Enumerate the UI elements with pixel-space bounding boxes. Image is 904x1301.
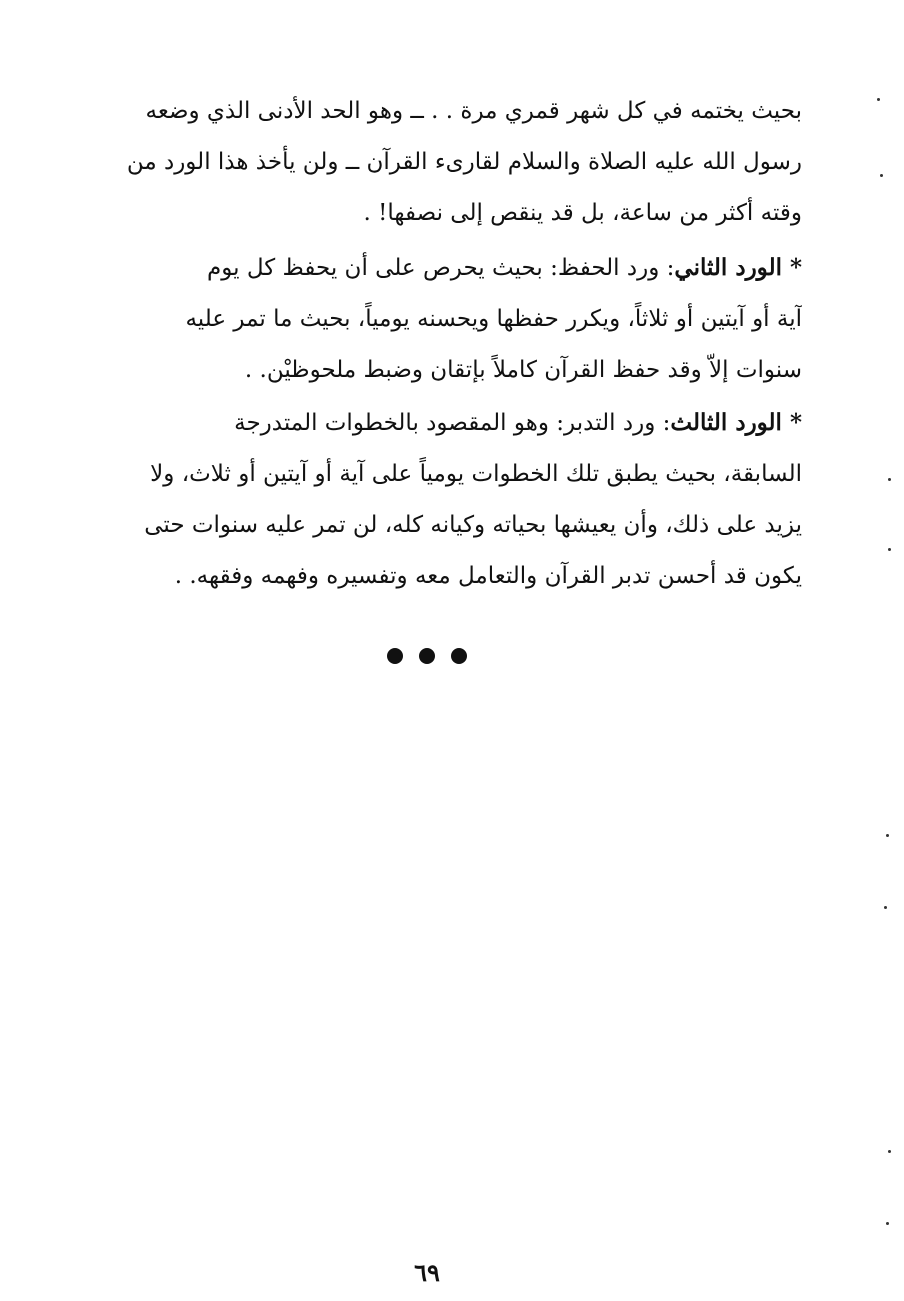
- scan-speck: [877, 98, 880, 101]
- text-line: [46, 397, 802, 449]
- text-run: : ورد التدبر: وهو المقصود بالخطوات المتدرجة: [234, 410, 671, 436]
- scan-speck: [886, 834, 889, 837]
- text-line: السابقة، بحيث يطبق تلك الخطوات يومياً على آية أو آيتين أو ثلاث، ولا: [150, 461, 802, 487]
- text-line: [46, 242, 802, 294]
- separator-dot: [419, 648, 435, 664]
- text-line: يكون قد أحسن تدبر القرآن والتعامل معه وتفسيره وفهمه وفقهه. .: [174, 563, 802, 589]
- paragraph-memorization-wird: [46, 242, 802, 396]
- text-line: آية أو آيتين أو ثلاثاً، ويكرر حفظها ويحسنه يومياً، بحيث ما تمر عليه: [185, 306, 802, 332]
- text-line: يزيد على ذلك، وأن يعيشها بحياته وكيانه كله، لن تمر عليه سنوات حتى: [144, 512, 802, 538]
- scan-speck: [888, 1150, 891, 1153]
- section-separator: [0, 645, 854, 665]
- text-line: سنوات إلاّ وقد حفظ القرآن كاملاً بإتقان وضبط ملحوظيْن. .: [244, 357, 802, 383]
- scan-speck: [886, 1222, 889, 1225]
- page-number: ٦٩: [414, 1258, 440, 1287]
- text-run: : ورد الحفظ: بحيث يحرص على أن يحفظ كل يوم: [207, 255, 675, 281]
- separator-dot: [451, 648, 467, 664]
- scan-speck: [884, 906, 887, 909]
- scan-speck: [888, 478, 891, 481]
- text-line: وقته أكثر من ساعة، بل قد ينقص إلى نصفها! .: [363, 200, 802, 226]
- text-line: رسول الله عليه الصلاة والسلام لقارىء القرآن ــ ولن يأخذ هذا الورد من: [126, 149, 802, 175]
- scan-speck: [888, 548, 891, 551]
- section-heading: * الورد الثالث: [670, 409, 802, 436]
- paragraph-daily-recitation: [46, 86, 802, 239]
- separator-dot: [387, 648, 403, 664]
- scan-speck: [880, 174, 883, 177]
- text-line: بحيث يختمه في كل شهر قمري مرة . . ــ وهو الحد الأدنى الذي وضعه: [145, 98, 802, 124]
- section-heading: * الورد الثاني: [674, 254, 802, 281]
- paragraph-reflection-wird: [46, 397, 802, 602]
